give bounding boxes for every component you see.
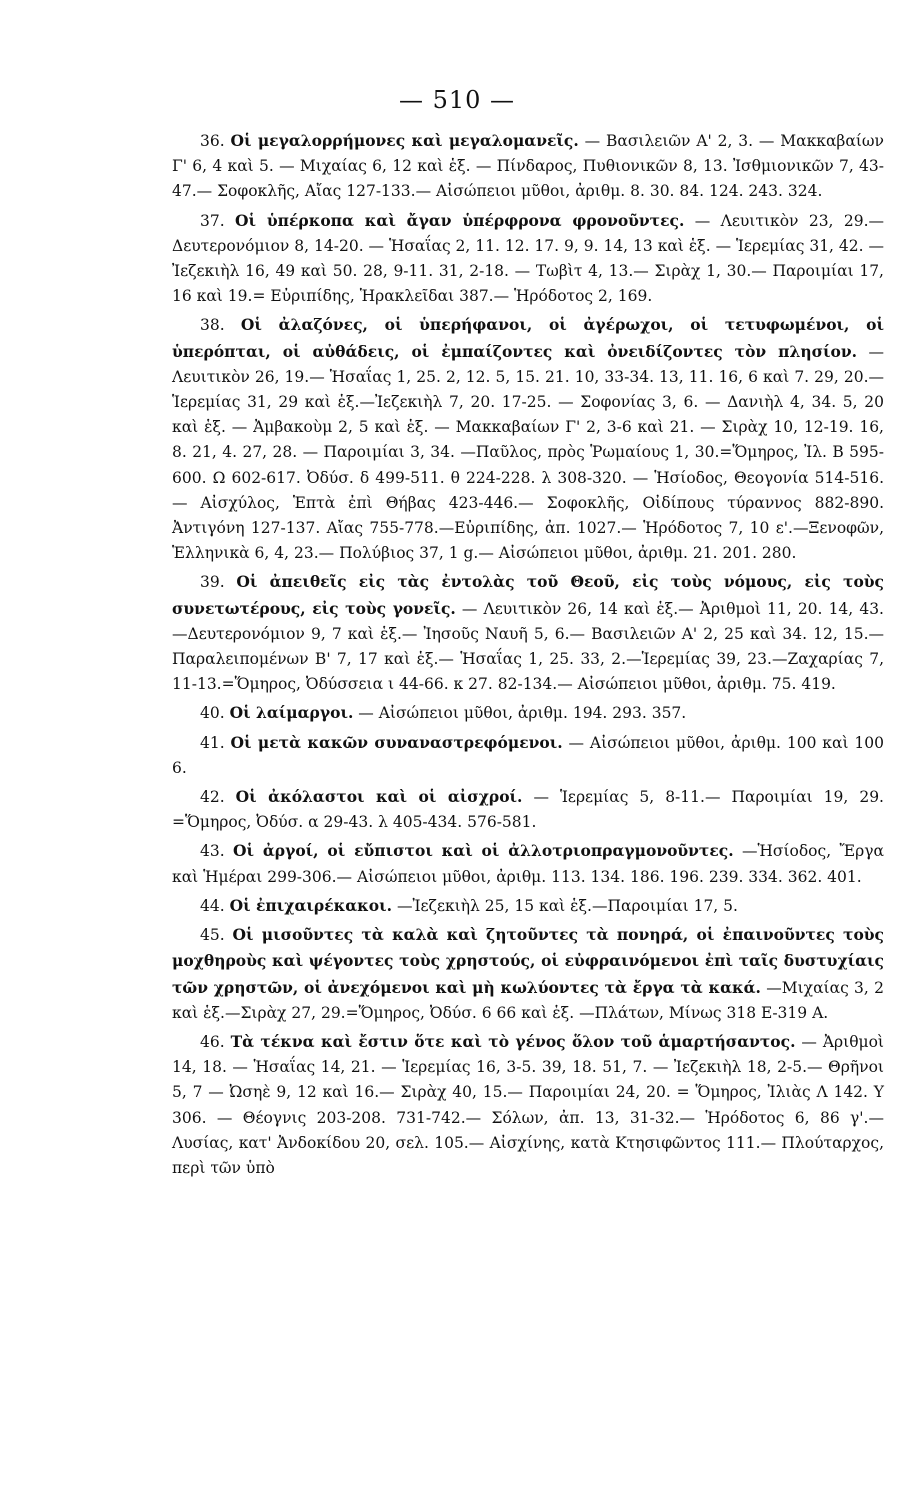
entry-number: 38. (200, 316, 225, 335)
entry-title: Τὰ τέκνα καὶ ἔστιν ὅτε καὶ τὸ γένος ὅλον τοῦ ἁμαρτήσαντος. (230, 1031, 796, 1051)
entry-title: Οἱ ἀκόλαστοι καὶ οἱ αἰσχροί. (235, 787, 523, 807)
entry-title: Οἱ ἀλαζόνες, οἱ ὑπερήφανοι, οἱ ἀγέρωχοι, οἱ τετυφωμένοι, οἱ ὑπερόπται, οἱ αὐθάδεις, οἱ ἐμπαίζοντες καὶ ὀνειδίζοντες τὸν πλησίον. (172, 315, 884, 361)
entry-number: 43. (200, 842, 225, 861)
entry-title: Οἱ ἀργοί, οἱ εὔπιστοι καὶ οἱ ἀλλοτριοπραγμονοῦντες. (233, 841, 734, 861)
entry-title: Οἱ μεγαλορρήμονες καὶ μεγαλομανεῖς. (230, 131, 579, 150)
entry-number: 40. (200, 704, 225, 723)
entry-references: — Βασιλειῶν Α' 2, 3. — Μακκαβαίων Γ' 6, 4 καὶ 5. — Μιχαίας 6, 12 καὶ ἑξ. — Πίνδαρος, Πυθιονικῶν 8, 13. Ἰσθμιονικῶν 7, 43-47.— Σοφοκλῆς, Αἴας 127-133.— Αἰσώπειοι μῦθοι, ἀριθμ. 8. 30. 84. 124. 243. 324. (172, 132, 884, 201)
entry-title: Οἱ ἀπειθεῖς εἰς τὰς ἐντολὰς τοῦ Θεοῦ, εἰς τοὺς νόμους, εἰς τοὺς συνετωτέρους, εἰς τοὺς γονεῖς. (172, 572, 884, 618)
entry-references: —Ἰεζεκιὴλ 25, 15 καὶ ἑξ.—Παροιμίαι 17, 5. (396, 896, 738, 915)
entry-36 (172, 128, 884, 205)
entry-title: Οἱ ὑπέρκοπα καὶ ἄγαν ὑπέρφρονα φρονοῦντες. (235, 210, 685, 230)
entry-title: Οἱ λαίμαργοι. (229, 703, 354, 723)
entry-references: — Αἰσώπειοι μῦθοι, ἀριθμ. 194. 293. 357. (358, 704, 687, 723)
entry-number: 36. (200, 132, 225, 150)
entry-41 (172, 730, 884, 781)
entry-references: — Ἱερεμίας 5, 8-11.— Παροιμίαι 19, 29. =Ὅμηρος, Ὀδύσ. α 29-43. λ 405-434. 576-581. (172, 788, 884, 832)
entry-40 (172, 700, 884, 726)
entry-references: — Λευιτικὸν 26, 14 καὶ ἑξ.— Ἀριθμοὶ 11, 20. 14, 43. —Δευτερονόμιον 9, 7 καὶ ἑξ.— Ἰησοῦς Ναυῆ 5, 6.— Βασιλειῶν Α' 2, 25 καὶ 34. 12, 15.— Παραλειπομένων Β' 7, 17 καὶ ἑξ.— Ἡσαΐας 1, 25. 33, 2.—Ἱερεμίας 39, 23.—Ζαχαρίας 7, 11-13.=Ὅμηρος, Ὀδύσσεια ι 44-66. κ 27. 82-134.— Αἰσώπειοι μῦθοι, ἀριθμ. 75. 419. (172, 599, 884, 694)
entry-references: —Μιχαίας 3, 2 καὶ ἑξ.—Σιρὰχ 27, 29.=Ὅμηρος, Ὀδύσ. 6 66 καὶ ἑξ. —Πλάτων, Μίνως 318 Ε-319 Α. (172, 978, 884, 1022)
entry-title: Οἱ μισοῦντες τὰ καλὰ καὶ ζητοῦντες τὰ πονηρά, οἱ ἐπαινοῦντες τοὺς μοχθηροὺς καὶ ψέγοντες τοὺς χρηστούς, οἱ εὐφραινόμενοι ἐπὶ ταῖς δυστυχίαις τῶν χρηστῶν, οἱ ἀνεχόμενοι καὶ μὴ κωλύοντες τὰ ἔργα τὰ κακά. (172, 925, 884, 997)
entry-39 (172, 569, 884, 697)
entry-references: — Λευιτικὸν 23, 29.— Δευτερονόμιον 8, 14-20. — Ἡσαΐας 2, 11. 12. 17. 9, 9. 14, 13 καὶ ἑξ. — Ἱερεμίας 31, 42. — Ἰεζεκιὴλ 16, 49 καὶ 50. 28, 9-11. 31, 2-18. — Τωβὶτ 4, 13.— Σιρὰχ 1, 30.— Παροιμίαι 17, 16 καὶ 19.= Εὐριπίδης, Ἡρακλεῖδαι 387.— Ἡρόδοτος 2, 169. (172, 211, 885, 306)
entries-list (172, 128, 884, 1184)
entry-number: 44. (200, 896, 225, 915)
entry-references: — Αἰσώπειοι μῦθοι, ἀριθμ. 100 καὶ 100 6. (172, 733, 884, 777)
entry-37 (172, 208, 884, 310)
entry-46 (172, 1029, 884, 1181)
entry-number: 45. (200, 926, 225, 945)
entry-number: 37. (200, 211, 225, 230)
entry-title: Οἱ ἐπιχαιρέκακοι. (229, 895, 393, 915)
entry-references: — Ἀριθμοὶ 14, 18. — Ἡσαΐας 14, 21. — Ἱερεμίας 16, 3-5. 39, 18. 51, 7. — Ἰεζεκιὴλ 18, 2-5.— Θρῆνοι 5, 7 — Ὠσηὲ 9, 12 καὶ 16.— Σιρὰχ 40, 15.— Παροιμίαι 24, 20. = Ὅμηρος, Ἰλιὰς Λ 142. Υ 306. — Θέογνις 203-208. 731-742.— Σόλων, ἀπ. 13, 31-32.— Ἡρόδοτος 6, 86 γ'.— Λυσίας, κατ' Ἀνδοκίδου 20, σελ. 105.— Αἰσχίνης, κατὰ Κτησιφῶντος 111.— Πλούταρχος, περὶ τῶν ὑπὸ (172, 1032, 885, 1177)
page-number: — 510 — (398, 86, 516, 114)
entry-number: 42. (200, 788, 225, 807)
entry-38 (172, 312, 884, 566)
entry-references: —Ἡσίοδος, Ἔργα καὶ Ἡμέραι 299-306.— Αἰσώπειοι μῦθοι, ἀριθμ. 113. 134. 186. 196. 239. 334. 362. 401. (172, 842, 884, 886)
entry-references: — Λευιτικὸν 26, 19.— Ἡσαΐας 1, 25. 2, 12. 5, 15. 21. 10, 33-34. 13, 11. 16, 6 καὶ 7. 29, 20.—Ἱερεμίας 31, 29 καὶ ἑξ.—Ἰεζεκιὴλ 7, 20. 17-25. — Σοφονίας 3, 6. — Δανιὴλ 4, 34. 5, 20 καὶ ἑξ. — Ἀμβακοὺμ 2, 5 καὶ ἑξ. — Μακκαβαίων Γ' 2, 3-6 καὶ 21. — Σιρὰχ 10, 12-19. 16, 8. 21, 4. 27, 28. — Παροιμίαι 3, 34. —Παῦλος, πρὸς Ῥωμαίους 1, 30.=Ὅμηρος, Ἰλ. Β 595-600. Ω 602-617. Ὀδύσ. δ 499-511. θ 224-228. λ 308-320. — Ἡσίοδος, Θεογονία 514-516.— Αἰσχύλος, Ἑπτὰ ἐπὶ Θήβας 423-446.— Σοφοκλῆς, Οἰδίπους τύραννος 882-890. Ἀντιγόνη 127-137. Αἴας 755-778.—Εὐριπίδης, ἀπ. 1027.— Ἡρόδοτος 7, 10 ε'.—Ξενοφῶν, Ἑλληνικὰ 6, 4, 23.— Πολύβιος 37, 1 g.— Αἰσώπειοι μῦθοι, ἀριθμ. 21. 201. 280. (172, 342, 884, 563)
entry-44 (172, 893, 884, 919)
entry-43 (172, 838, 884, 889)
entry-42 (172, 784, 884, 835)
entry-number: 41. (200, 733, 225, 752)
entry-45 (172, 922, 884, 1026)
entry-title: Οἱ μετὰ κακῶν συναναστρεφόμενοι. (230, 732, 563, 752)
entry-number: 46. (200, 1032, 225, 1051)
entry-number: 39. (200, 573, 225, 592)
